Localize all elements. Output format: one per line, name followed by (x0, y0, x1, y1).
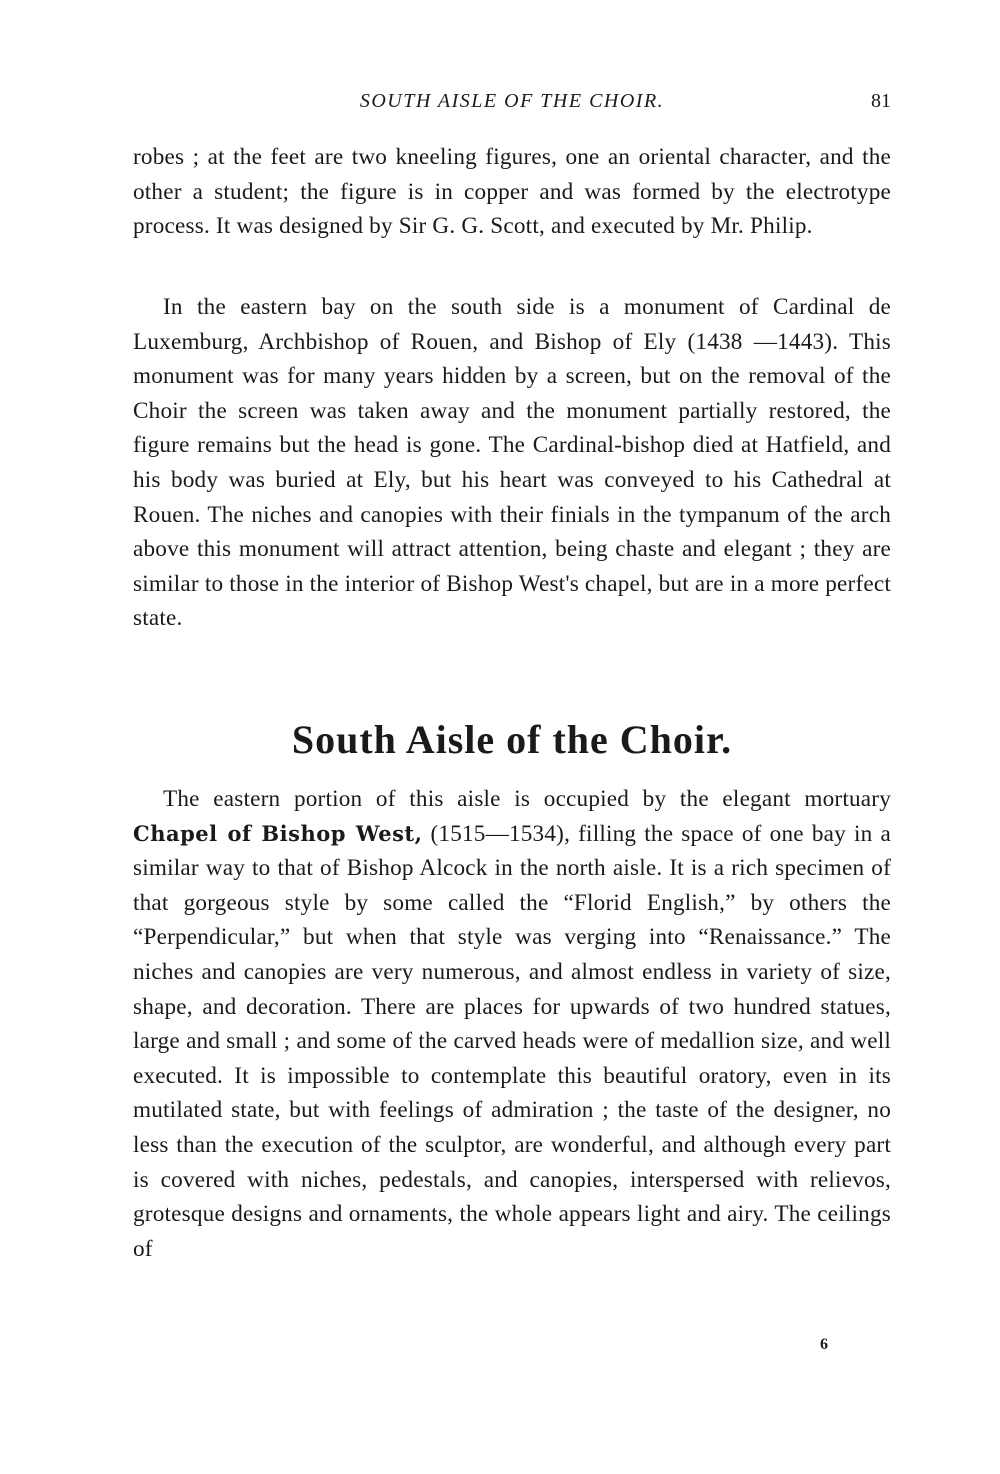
paragraph-cardinal-monument (133, 290, 891, 636)
running-title: SOUTH AISLE OF THE CHOIR. (359, 90, 665, 112)
running-head (133, 90, 891, 120)
paragraph-continuation (133, 140, 891, 244)
paragraph-1: robes ; at the feet are two kneeling figures, one an oriental character, and the other a student; the figure is in copper and was formed by the electrotype process. It was designed by Sir G. G. Scott, and executed by Mr. Philip. (133, 144, 891, 240)
paragraph-bishop-west-chapel (133, 782, 891, 1266)
page-number: 81 (871, 90, 891, 112)
paragraph-3-before: The eastern portion of this aisle is occupied by the elegant mortuary (163, 786, 891, 812)
paragraph-3-after: (1515—1534), filling the space of one bay in a similar way to that of Bishop Alcock in the north aisle. It is a rich specimen of that gorgeous style by some called the “Florid English,” by others the “Perpendicular,” but when that style was verging into “Renaissance.” The niches and canopies are very numerous, and almost endless in variety of size, shape, and decoration. There are places for upwards of two hundred statues, large and small ; and some of the carved heads were of medallion size, and well executed. It is impossible to contemplate this beautiful oratory, even in its mutilated state, but with feelings of admiration ; the taste of the designer, no less than the execution of the sculptor, are wonderful, and although every part is covered with niches, pedestals, and canopies, interspersed with relievos, grotesque designs and ornaments, the whole appears light and airy. The ceilings of (133, 820, 891, 1262)
paragraph-3 (133, 782, 891, 1266)
chapel-name-emphasis: Chapel of Bishop West, (133, 820, 423, 846)
paragraph-2: In the eastern bay on the south side is a monument of Cardinal de Luxemburg, Archbishop of Rouen, and Bishop of Ely (1438 —1443). This monument was for many years hidden by a screen, but on the removal of the Choir the screen was taken away and the monument partially restored, the figure remains but the head is gone. The Cardinal-bishop died at Hatfield, and his body was buried at Ely, but his heart was conveyed to his Cathedral at Rouen. The niches and canopies with their finials in the tympanum of the arch above this monument will attract attention, being chaste and elegant ; they are similar to those in the interior of Bishop West's chapel, but are in a more perfect state. (133, 294, 891, 632)
section-heading: South Aisle of the Choir. (291, 717, 733, 762)
signature-mark: 6 (820, 1336, 828, 1353)
